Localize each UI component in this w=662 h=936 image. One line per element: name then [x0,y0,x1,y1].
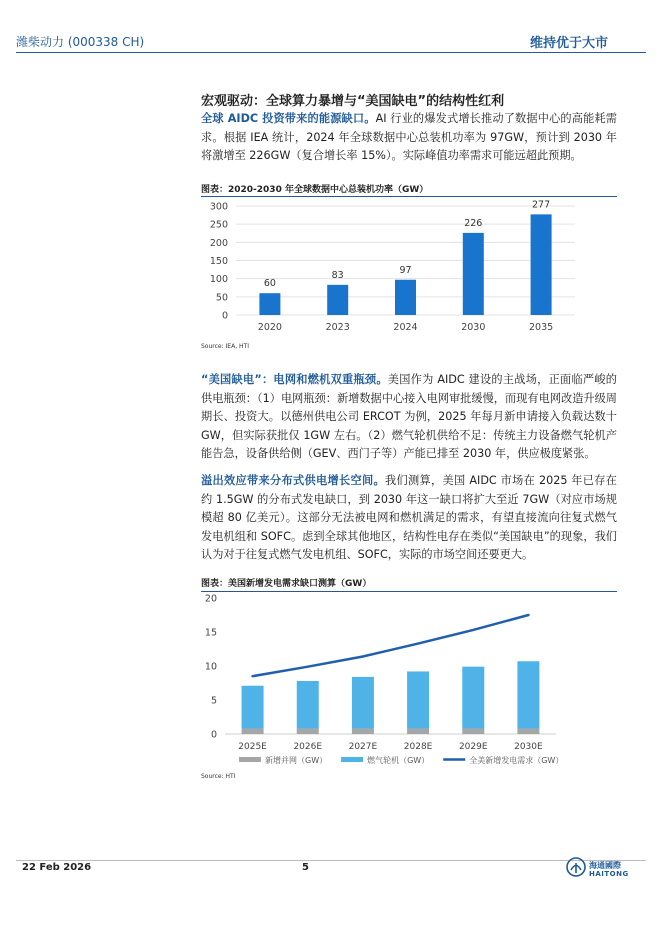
data-label: 97 [399,264,412,276]
x-tick-label: 2020 [257,322,282,333]
y-tick-label: 0 [210,729,217,741]
series-line [253,615,529,676]
bar-segment [407,671,429,728]
bar [327,285,348,315]
y-tick-label: 10 [204,661,217,673]
paragraph-text: AI 行业的爆发式增长推动了数据中心的高能耗需求。根据 IEA 统计，2024 年全球数据中心总装机功率为 97GW，预计到 2030 年将激增至 226GW（复合增长率 15%）。实际峰值功率需求可能远超此预期。 [201,112,617,162]
footer-date: 22 Feb 2026 [22,862,92,873]
y-tick-label: 150 [209,256,228,267]
figure-source: Source: HTI [201,773,236,780]
chart-global-dc-capacity [201,196,617,336]
paragraph-lead: 全球 AIDC 投资带来的能源缺口。 [201,112,376,125]
x-tick-label: 2035 [529,322,554,333]
y-tick-label: 20 [204,593,217,605]
bar-segment [462,667,484,729]
bar-segment [297,681,319,729]
x-tick-label: 2030E [514,742,543,752]
paragraph-lead: 溢出效应带来分布式供电增长空间。 [201,474,385,487]
x-tick-label: 2023 [325,322,350,333]
data-label: 277 [532,199,551,211]
y-tick-label: 300 [209,201,228,213]
y-tick-label: 200 [209,237,228,249]
bar [259,293,280,315]
bar-segment [352,677,374,729]
bar-segment [352,729,374,734]
logo-text-en: HAITONG [589,870,629,878]
paragraph-lead: “美国缺电”：电网和燃机双重瓶颈。 [201,373,388,386]
data-label: 83 [331,269,344,281]
paragraph-us-power-shortage [201,371,617,464]
bar-segment [407,729,429,734]
paragraph-text: 美国作为 AIDC 建设的主战场，正面临严峻的供电瓶颈：（1）电网瓶颈：新增数据中心接入电网审批缓慢，而现有电网改造升级周期长、投资大。以德州供电公司 ERCOT 为例，2025 年每月新申请接入负载达数十 GW，但实际获批仅 1GW 左右。（2）燃气轮机供给不足：传统主力设备燃气轮机产能告急，设备供给侧（GEV、西门子等）产能已排至 2030 年，供应极度紧张。 [201,373,617,460]
bar-segment [517,661,539,728]
legend-label: 全美新增发电需求（GW） [469,756,564,765]
x-tick-label: 2029E [458,742,488,752]
y-tick-label: 15 [204,627,217,639]
paragraph-aidc-energy-gap [201,110,617,166]
x-tick-label: 2024 [393,322,418,333]
figure-title: 图表：美国新增发电需求缺口测算（GW） [201,579,372,589]
y-tick-label: 50 [215,292,228,304]
paragraph-text: 我们测算，美国 AIDC 市场在 2025 年已存在约 1.5GW 的分布式发电缺口，到 2030 年这一缺口将扩大至近 7GW（对应市场规模超 80 亿美元）。这部分无法被电网和燃机满足的需求，有望直接流向往复式燃气发电机组和 SOFC。虑到全球其他地区，结构性电存在类似“美国缺电”的现象，我们认为对于往复式燃气发电机组、SOFC，实际的市场空间还要更大。 [201,474,617,561]
x-tick-label: 2027E [348,742,378,752]
page-number: 5 [302,862,309,873]
bar-segment [242,686,264,729]
header-rating: 维持优于大市 [529,36,608,51]
bar-segment [462,729,484,734]
haitong-logo-icon [566,857,586,877]
figure-source: Source: IEA, HTI [201,343,249,350]
bar [463,233,484,315]
x-tick-label: 2026E [293,742,323,752]
y-tick-label: 100 [209,274,228,286]
bar [395,280,416,315]
data-label: 60 [263,278,276,290]
x-tick-label: 2030 [461,322,486,333]
logo-text-cn: 海通國際 [589,861,621,870]
header-company: 潍柴动力 (000338 CH) [16,35,145,49]
legend-swatch [341,757,363,762]
y-tick-label: 0 [221,310,228,322]
footer-divider [16,860,646,861]
bar-segment [517,729,539,734]
bar-segment [242,729,264,734]
legend-label: 燃气轮机（GW） [367,756,430,765]
y-tick-label: 250 [209,219,228,231]
data-label: 226 [464,217,483,229]
legend-swatch [239,757,261,762]
figure-title: 图表：2020-2030 年全球数据中心总装机功率（GW） [201,185,429,195]
x-tick-label: 2025E [238,742,267,752]
chart-us-power-gap [201,592,617,772]
paragraph-distributed-power [201,472,617,565]
y-tick-label: 5 [210,695,217,707]
legend-label: 新增并网（GW） [265,756,328,765]
bar [531,214,552,315]
x-tick-label: 2028E [403,742,433,752]
bar-segment [297,729,319,734]
section-title: 宏观驱动：全球算力暴增与“美国缺电”的结构性红利 [201,94,505,109]
header-divider [16,52,646,53]
